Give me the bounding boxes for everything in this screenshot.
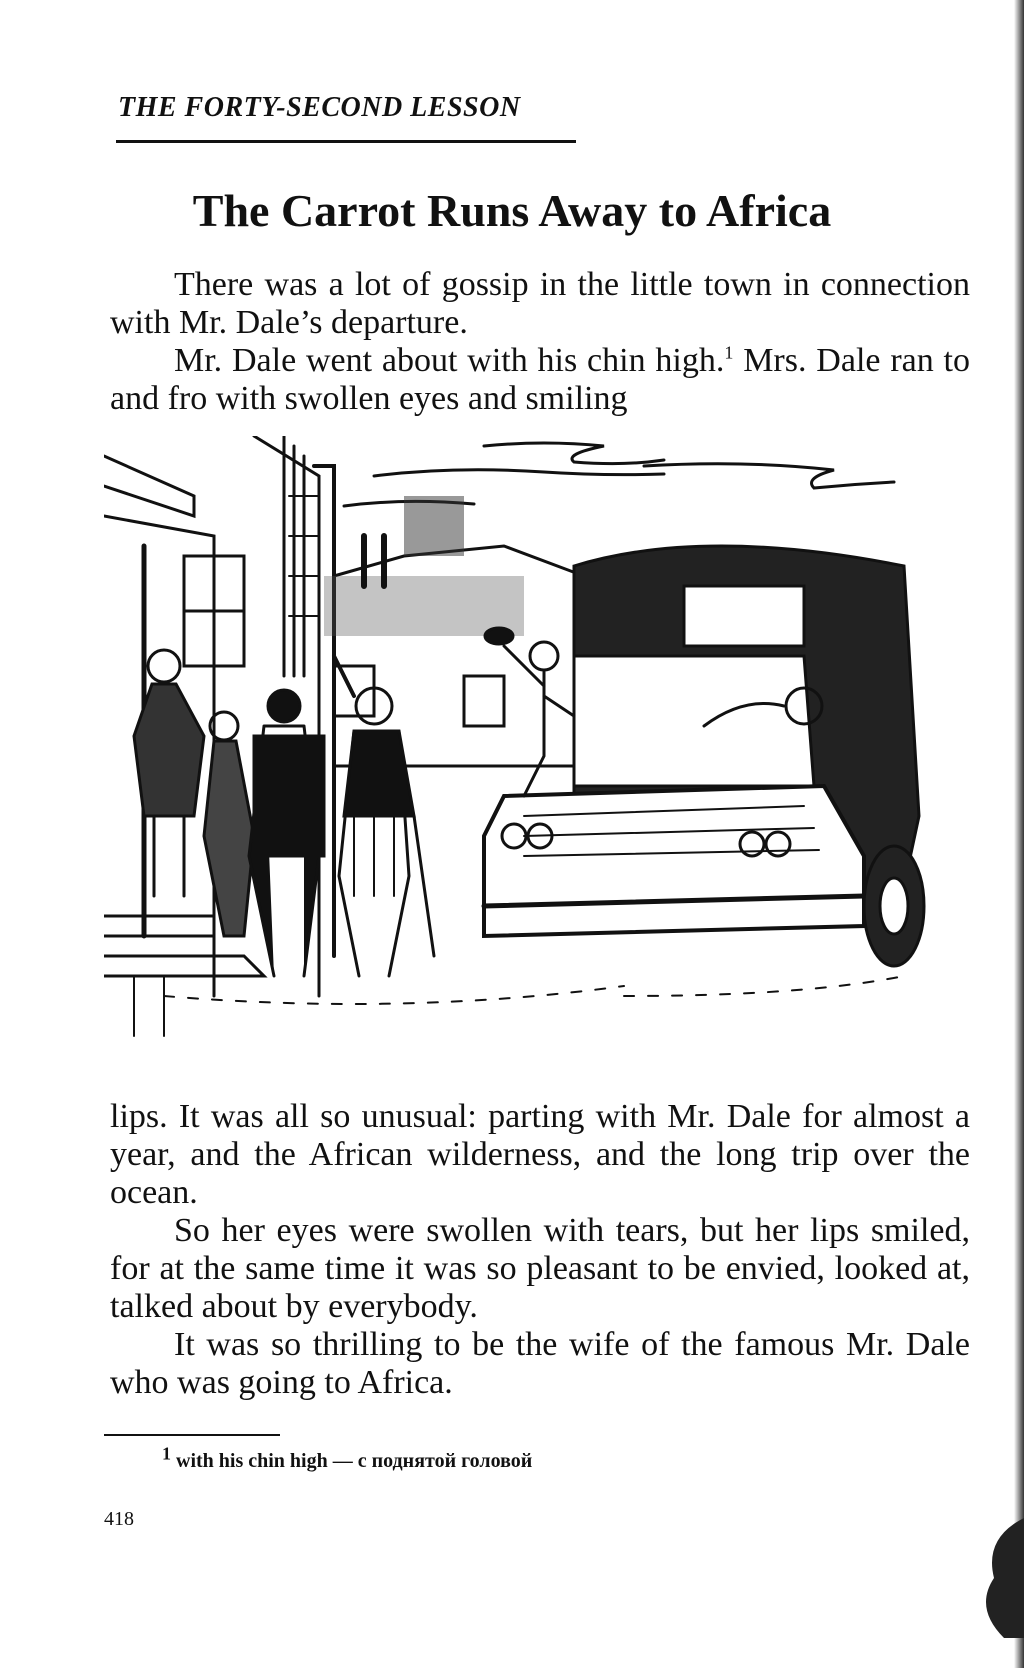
footnote-rule	[104, 1434, 280, 1436]
running-head: THE FORTY-SECOND LESSON	[118, 92, 521, 123]
paragraph-4: So her eyes were swollen with tears, but her lips smiled, for at the same time it was so pleasant to be envied, looked at, talked about by everybody.	[110, 1212, 970, 1325]
paragraph-2-start: Mr. Dale went about with his chin high.	[174, 342, 725, 379]
paragraph-2-tail: Mrs. Dale ran to and fro with swollen eyes and smiling	[110, 342, 970, 417]
paragraph-3: lips. It was all so unusual: parting with Mr. Dale for almost a year, and the African wilderness, and the long trip over the ocean.	[110, 1098, 970, 1211]
scan-corner-blot	[964, 1518, 1024, 1638]
lesson-title: The Carrot Runs Away to Africa	[192, 185, 832, 236]
paragraph-1: There was a lot of gossip in the little town in connection with Mr. Dale’s departure.	[110, 266, 970, 341]
scan-edge-shadow	[1014, 0, 1024, 1668]
running-head-rule	[116, 140, 576, 143]
text-block-bottom	[110, 1098, 970, 1402]
paragraph-5: It was so thrilling to be the wife of the famous Mr. Dale who was going to Africa.	[110, 1326, 970, 1401]
footnote-text: with his chin high — с поднятой головой	[176, 1450, 533, 1472]
page-number: 418	[104, 1508, 134, 1530]
illustration-departure-scene	[104, 436, 984, 1056]
footnote-number: 1	[162, 1443, 171, 1464]
paragraph-2	[110, 342, 970, 418]
footnote	[162, 1443, 533, 1473]
text-block-top	[110, 266, 970, 418]
footnote-mark: 1	[724, 342, 734, 363]
